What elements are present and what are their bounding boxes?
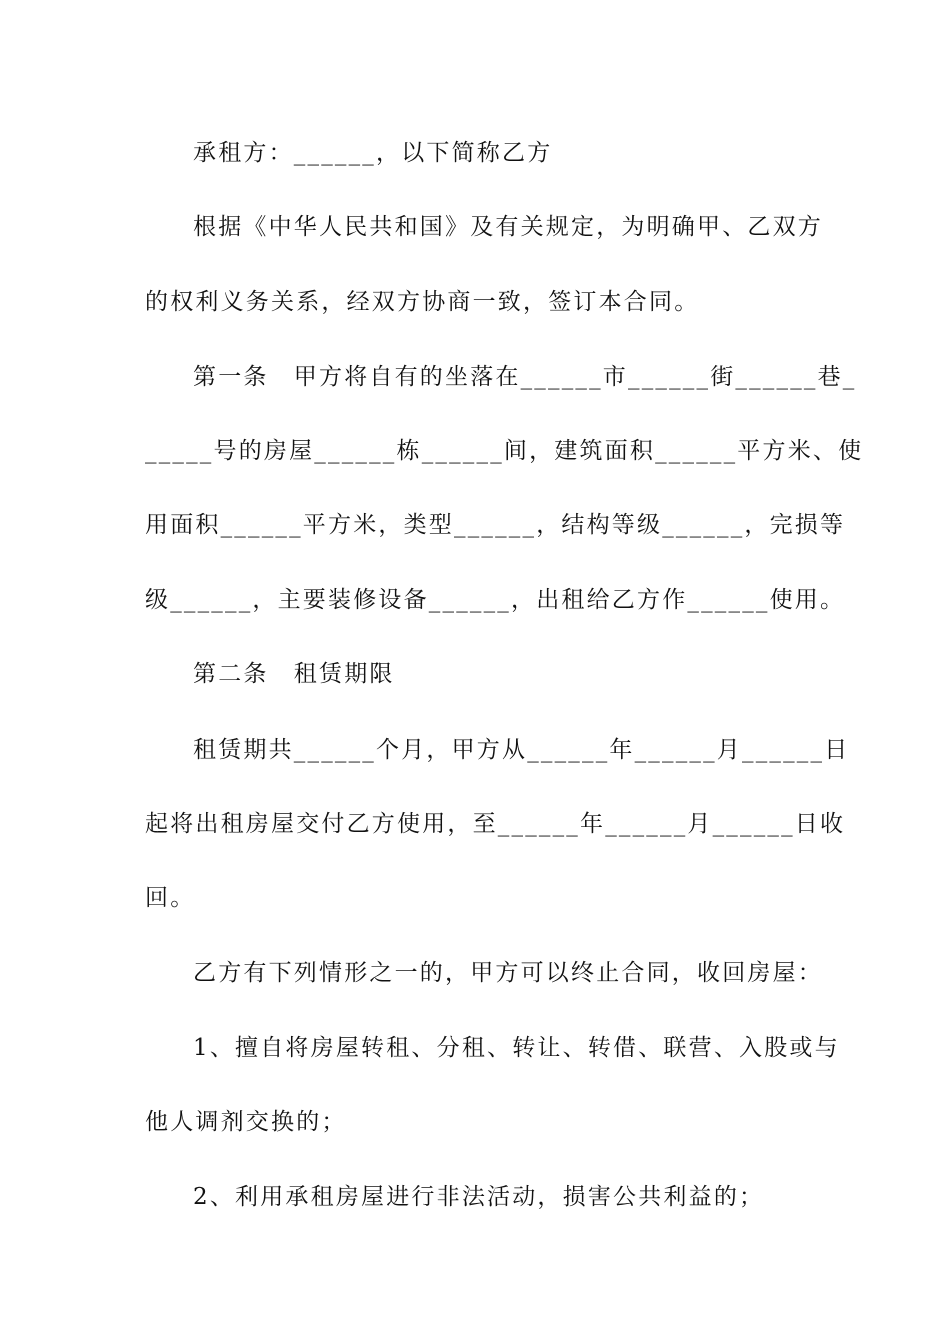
article-1-line-4: 级______，主要装修设备______，出租给乙方作______使用。: [145, 587, 846, 613]
term-line-3: 回。: [145, 885, 196, 911]
termination-intro: 乙方有下列情形之一的，甲方可以终止合同，收回房屋：: [193, 960, 823, 986]
clause-1-line-2: 他人调剂交换的；: [145, 1109, 347, 1135]
preamble-line-1: 根据《中华人民共和国》及有关规定，为明确甲、乙双方: [193, 214, 823, 240]
term-line-2: 起将出租房屋交付乙方使用，至______年______月______日收: [145, 811, 846, 837]
article-1-line-1: 第一条 甲方将自有的坐落在______市______街______巷_: [193, 364, 857, 390]
article-1-line-3: 用面积______平方米，类型______，结构等级______，完损等: [145, 512, 846, 538]
article-1-line-2: _____号的房屋______栋______间，建筑面积______平方米、使: [145, 438, 864, 464]
article-2-heading: 第二条 租赁期限: [193, 661, 395, 687]
term-line-1: 租赁期共______个月，甲方从______年______月______日: [193, 737, 850, 763]
tenant-line: 承租方：______，以下简称乙方: [193, 140, 553, 166]
clause-1-line-1: 1、擅自将房屋转租、分租、转让、转借、联营、入股或与: [193, 1035, 840, 1061]
preamble-line-2: 的权利义务关系，经双方协商一致，签订本合同。: [145, 289, 700, 315]
clause-2-line: 2、利用承租房屋进行非法活动，损害公共利益的；: [193, 1184, 765, 1210]
